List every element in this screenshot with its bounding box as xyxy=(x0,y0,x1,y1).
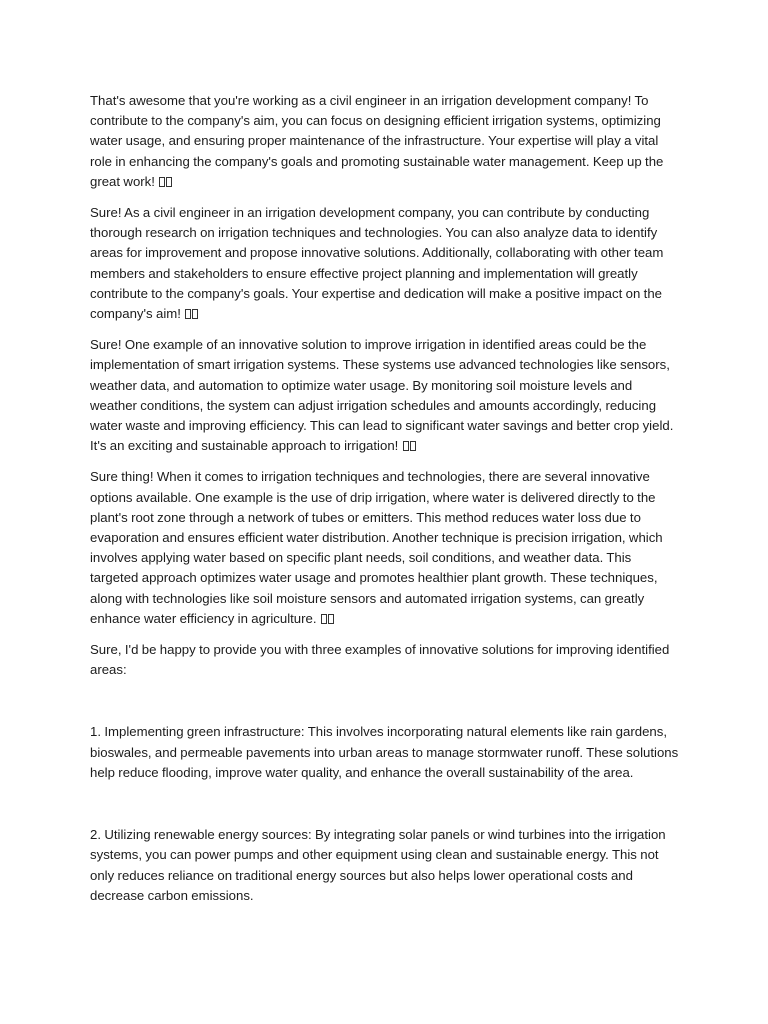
missing-emoji-box-icon xyxy=(185,309,191,319)
paragraph-3 xyxy=(90,335,680,456)
missing-emoji-box-icon xyxy=(403,441,409,451)
missing-emoji-box-icon xyxy=(192,309,198,319)
missing-emoji-box-icon xyxy=(166,177,172,187)
list-item-2: 2. Utilizing renewable energy sources: By integrating solar panels or wind turbines into the irrigation systems, you can power pumps and other equipment using clean and sustainable energy. This not only reduces reliance on traditional energy sources but also helps lower operational costs and decrease carbon emissions. xyxy=(90,827,666,903)
paragraph-1-text: That's awesome that you're working as a civil engineer in an irrigation development company! To contribute to the company's aim, you can focus on designing efficient irrigation systems, optimizing water usage, and ensuring proper maintenance of the infrastructure. Your expertise will play a vital role in enhancing the company's goals and promoting sustainable water management. Keep up the great work! xyxy=(90,93,664,189)
missing-emoji-box-icon xyxy=(410,441,416,451)
paragraph-4 xyxy=(90,467,680,629)
blank-line xyxy=(90,794,680,825)
paragraph-1 xyxy=(90,91,680,192)
document-body xyxy=(90,91,680,917)
paragraph-5-text: Sure, I'd be happy to provide you with three examples of innovative solutions for improving identified areas: xyxy=(90,642,670,678)
paragraph-4-text: Sure thing! When it comes to irrigation techniques and technologies, there are several innovative options available. One example is the use of drip irrigation, where water is delivered directly to the plant's root zone through a network of tubes or emitters. This method reduces water loss due to evaporation and ensures efficient water distribution. Another technique is precision irrigation, which involves applying water based on specific plant needs, soil conditions, and weather data. This targeted approach optimizes water usage and promotes healthier plant growth. These techniques, along with technologies like soil moisture sensors and automated irrigation systems, can greatly enhance water efficiency in agriculture. xyxy=(90,469,663,626)
missing-emoji-box-icon xyxy=(328,614,334,624)
blank-line xyxy=(90,691,680,722)
paragraph-3-text: Sure! One example of an innovative solution to improve irrigation in identified areas could be the implementation of smart irrigation systems. These systems use advanced technologies like sensors, weather data, and automation to optimize water usage. By monitoring soil moisture levels and weather conditions, the system can adjust irrigation schedules and amounts accordingly, reducing water waste and improving efficiency. This can lead to significant water savings and better crop yield. It's an exciting and sustainable approach to irrigation! xyxy=(90,337,674,454)
missing-emoji-box-icon xyxy=(321,614,327,624)
paragraph-2 xyxy=(90,203,680,324)
missing-emoji-box-icon xyxy=(159,177,165,187)
paragraph-2-text: Sure! As a civil engineer in an irrigation development company, you can contribute by conducting thorough research on irrigation techniques and technologies. You can also analyze data to identify areas for improvement and propose innovative solutions. Additionally, collaborating with other team members and stakeholders to ensure effective project planning and implementation will greatly contribute to the company's goals. Your expertise and dedication will make a positive impact on the company's aim! xyxy=(90,205,664,322)
paragraph-5 xyxy=(90,640,680,680)
list-item-1: 1. Implementing green infrastructure: This involves incorporating natural elements like rain gardens, bioswales, and permeable pavements into urban areas to manage stormwater runoff. These solutions help reduce flooding, improve water quality, and enhance the overall sustainability of the area. xyxy=(90,724,679,780)
